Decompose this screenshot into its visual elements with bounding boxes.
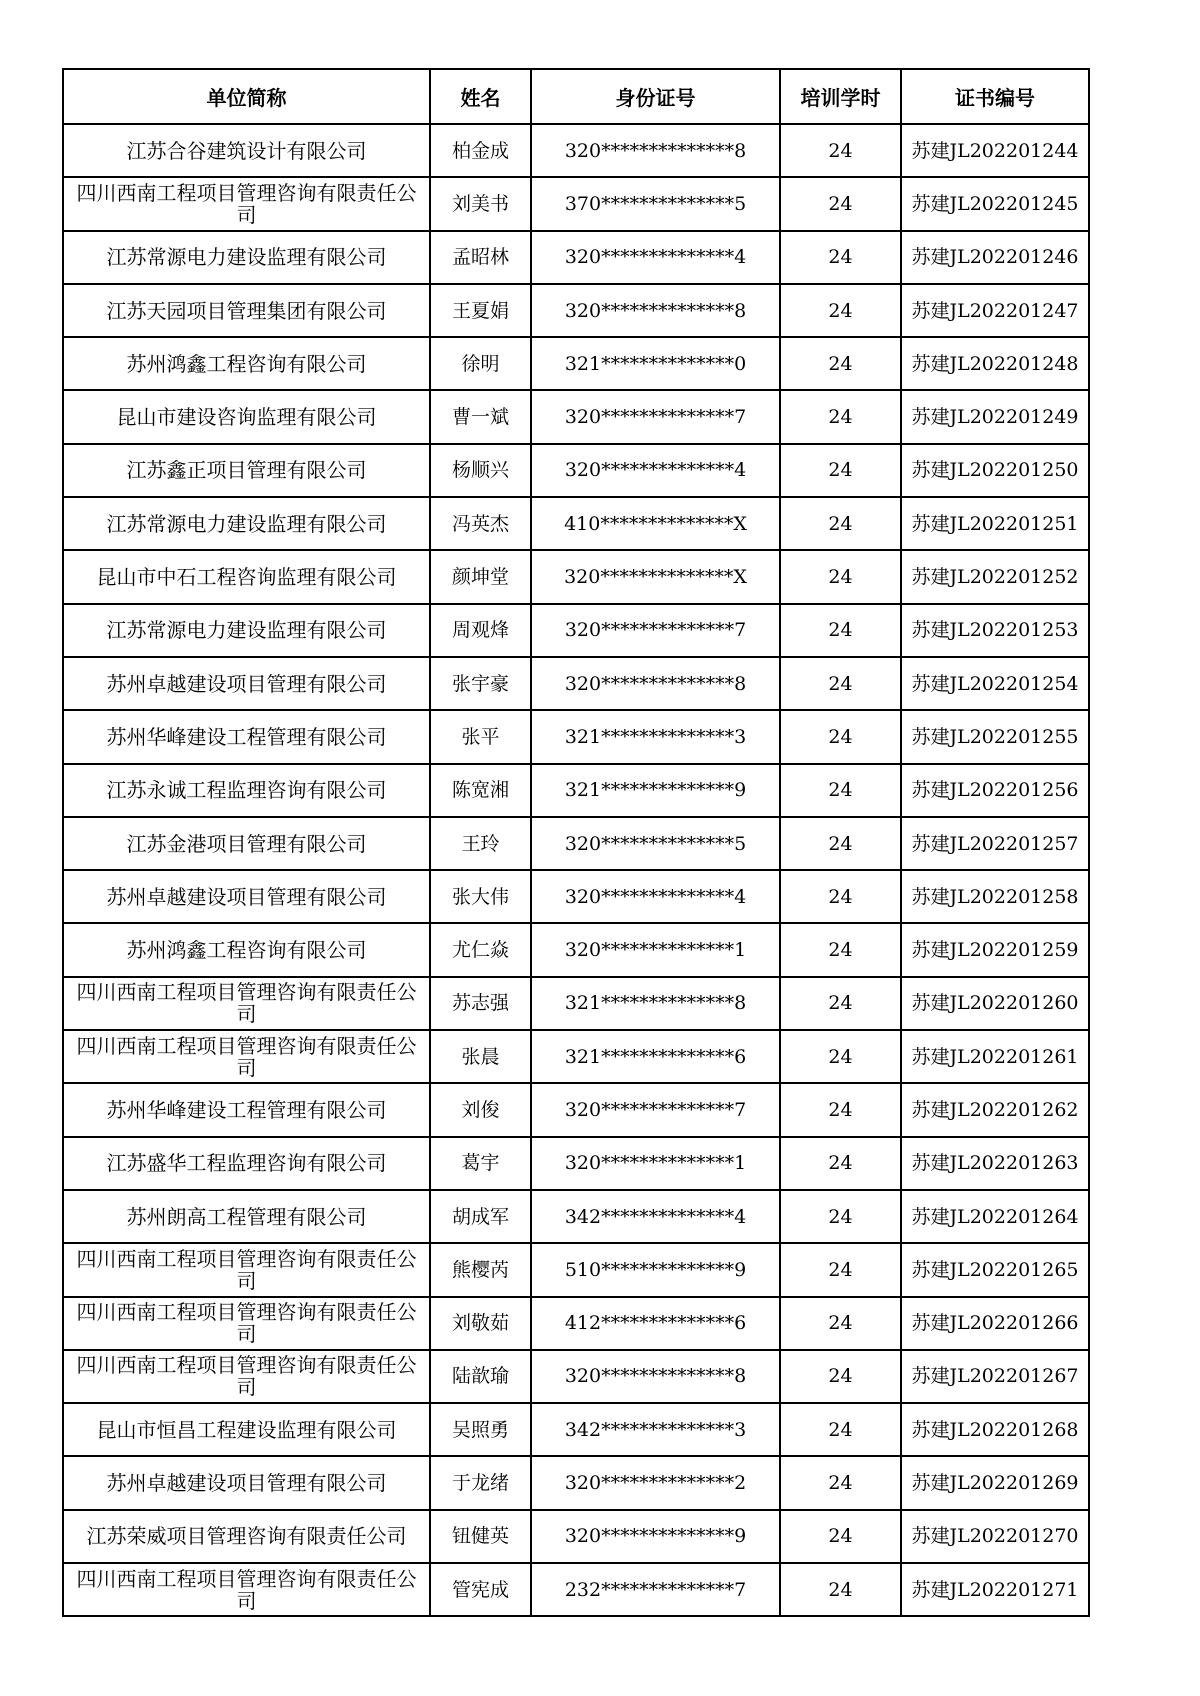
name-cell: 刘敬茹 (430, 1297, 531, 1350)
unit-cell: 苏州鸿鑫工程咨询有限公司 (63, 337, 430, 390)
name-cell: 颜坤堂 (430, 550, 531, 603)
unit-cell: 江苏永诚工程监理咨询有限公司 (63, 764, 430, 817)
id-number-cell: 320**************8 (531, 124, 780, 177)
training-roster-table (62, 68, 1090, 1617)
training-hours-cell: 24 (780, 337, 901, 390)
unit-cell: 昆山市恒昌工程建设监理有限公司 (63, 1403, 430, 1456)
training-hours-cell: 24 (780, 1350, 901, 1403)
name-cell: 杨顺兴 (430, 444, 531, 497)
name-cell: 张大伟 (430, 870, 531, 923)
training-hours-cell: 24 (780, 1190, 901, 1243)
unit-cell: 苏州鸿鑫工程咨询有限公司 (63, 923, 430, 976)
id-number-cell: 320**************1 (531, 1137, 780, 1190)
training-hours-cell: 24 (780, 657, 901, 710)
name-cell: 冯英杰 (430, 497, 531, 550)
certificate-number-cell: 苏建JL202201267 (901, 1350, 1089, 1403)
certificate-number-cell: 苏建JL202201259 (901, 923, 1089, 976)
certificate-number-cell: 苏建JL202201266 (901, 1297, 1089, 1350)
certificate-number-cell: 苏建JL202201270 (901, 1510, 1089, 1563)
certificate-number-cell: 苏建JL202201257 (901, 817, 1089, 870)
id-number-cell: 320**************8 (531, 657, 780, 710)
table-row (63, 710, 1089, 763)
table-row (63, 604, 1089, 657)
table-row (63, 1297, 1089, 1350)
name-cell: 于龙绪 (430, 1456, 531, 1509)
training-hours-cell: 24 (780, 1243, 901, 1296)
training-hours-cell: 24 (780, 764, 901, 817)
certificate-number-cell: 苏建JL202201256 (901, 764, 1089, 817)
table-row (63, 1137, 1089, 1190)
name-cell: 管宪成 (430, 1563, 531, 1616)
table-body (63, 124, 1089, 1616)
table-row (63, 1243, 1089, 1296)
name-cell: 胡成军 (430, 1190, 531, 1243)
certificate-number-cell: 苏建JL202201271 (901, 1563, 1089, 1616)
training-hours-cell: 24 (780, 870, 901, 923)
training-hours-cell: 24 (780, 1297, 901, 1350)
id-number-cell: 321**************8 (531, 977, 780, 1030)
name-cell: 尤仁焱 (430, 923, 531, 976)
table-row (63, 657, 1089, 710)
training-hours-cell: 24 (780, 1030, 901, 1083)
id-number-cell: 320**************2 (531, 1456, 780, 1509)
certificate-number-cell: 苏建JL202201252 (901, 550, 1089, 603)
unit-cell: 江苏荣威项目管理咨询有限责任公司 (63, 1510, 430, 1563)
table-row (63, 923, 1089, 976)
name-cell: 陈宽湘 (430, 764, 531, 817)
unit-cell: 江苏鑫正项目管理有限公司 (63, 444, 430, 497)
unit-cell: 四川西南工程项目管理咨询有限责任公司 (63, 1243, 430, 1296)
unit-cell: 苏州朗高工程管理有限公司 (63, 1190, 430, 1243)
certificate-number-cell: 苏建JL202201249 (901, 390, 1089, 443)
table-row (63, 764, 1089, 817)
certificate-number-cell: 苏建JL202201253 (901, 604, 1089, 657)
id-number-cell: 320**************5 (531, 817, 780, 870)
table-row (63, 177, 1089, 230)
id-number-cell: 321**************3 (531, 710, 780, 763)
name-cell: 刘俊 (430, 1083, 531, 1136)
training-hours-cell: 24 (780, 444, 901, 497)
training-hours-cell: 24 (780, 1083, 901, 1136)
training-hours-cell: 24 (780, 977, 901, 1030)
id-number-cell: 320**************4 (531, 231, 780, 284)
training-hours-cell: 24 (780, 1403, 901, 1456)
name-cell: 王玲 (430, 817, 531, 870)
table-row (63, 870, 1089, 923)
name-cell: 王夏娟 (430, 284, 531, 337)
certificate-number-cell: 苏建JL202201255 (901, 710, 1089, 763)
name-cell: 钮健英 (430, 1510, 531, 1563)
training-hours-cell: 24 (780, 124, 901, 177)
name-cell: 刘美书 (430, 177, 531, 230)
certificate-number-cell: 苏建JL202201263 (901, 1137, 1089, 1190)
certificate-number-cell: 苏建JL202201262 (901, 1083, 1089, 1136)
table-row (63, 337, 1089, 390)
name-cell: 徐明 (430, 337, 531, 390)
id-number-cell: 510**************9 (531, 1243, 780, 1296)
id-number-cell: 321**************9 (531, 764, 780, 817)
certificate-number-cell: 苏建JL202201251 (901, 497, 1089, 550)
table-row (63, 390, 1089, 443)
unit-cell: 江苏常源电力建设监理有限公司 (63, 231, 430, 284)
name-cell: 吴照勇 (430, 1403, 531, 1456)
id-number-cell: 342**************3 (531, 1403, 780, 1456)
unit-cell: 苏州卓越建设项目管理有限公司 (63, 657, 430, 710)
unit-cell: 苏州华峰建设工程管理有限公司 (63, 710, 430, 763)
certificate-number-cell: 苏建JL202201244 (901, 124, 1089, 177)
certificate-number-cell: 苏建JL202201258 (901, 870, 1089, 923)
id-number-cell: 320**************4 (531, 870, 780, 923)
id-number-cell: 412**************6 (531, 1297, 780, 1350)
id-number-cell: 320**************7 (531, 1083, 780, 1136)
id-number-cell: 320**************7 (531, 390, 780, 443)
unit-cell: 江苏盛华工程监理咨询有限公司 (63, 1137, 430, 1190)
header-certificate-number: 证书编号 (901, 69, 1089, 124)
unit-cell: 苏州卓越建设项目管理有限公司 (63, 1456, 430, 1509)
name-cell: 葛宇 (430, 1137, 531, 1190)
certificate-number-cell: 苏建JL202201264 (901, 1190, 1089, 1243)
table-row (63, 977, 1089, 1030)
name-cell: 张宇豪 (430, 657, 531, 710)
name-cell: 陆歆瑜 (430, 1350, 531, 1403)
certificate-number-cell: 苏建JL202201268 (901, 1403, 1089, 1456)
unit-cell: 江苏天园项目管理集团有限公司 (63, 284, 430, 337)
name-cell: 孟昭林 (430, 231, 531, 284)
unit-cell: 昆山市中石工程咨询监理有限公司 (63, 550, 430, 603)
certificate-number-cell: 苏建JL202201250 (901, 444, 1089, 497)
training-hours-cell: 24 (780, 817, 901, 870)
table-header (63, 69, 1089, 124)
id-number-cell: 410**************X (531, 497, 780, 550)
id-number-cell: 320**************8 (531, 284, 780, 337)
training-hours-cell: 24 (780, 284, 901, 337)
id-number-cell: 320**************4 (531, 444, 780, 497)
header-name: 姓名 (430, 69, 531, 124)
id-number-cell: 320**************1 (531, 923, 780, 976)
name-cell: 曹一斌 (430, 390, 531, 443)
training-hours-cell: 24 (780, 231, 901, 284)
unit-cell: 四川西南工程项目管理咨询有限责任公司 (63, 1297, 430, 1350)
table-row (63, 1350, 1089, 1403)
name-cell: 熊樱芮 (430, 1243, 531, 1296)
unit-cell: 苏州卓越建设项目管理有限公司 (63, 870, 430, 923)
unit-cell: 四川西南工程项目管理咨询有限责任公司 (63, 1030, 430, 1083)
training-hours-cell: 24 (780, 550, 901, 603)
unit-cell: 江苏合谷建筑设计有限公司 (63, 124, 430, 177)
certificate-number-cell: 苏建JL202201246 (901, 231, 1089, 284)
training-hours-cell: 24 (780, 177, 901, 230)
table-row (63, 1190, 1089, 1243)
id-number-cell: 320**************9 (531, 1510, 780, 1563)
unit-cell: 四川西南工程项目管理咨询有限责任公司 (63, 1350, 430, 1403)
name-cell: 周观烽 (430, 604, 531, 657)
table-row (63, 1563, 1089, 1616)
certificate-number-cell: 苏建JL202201254 (901, 657, 1089, 710)
header-unit: 单位简称 (63, 69, 430, 124)
header-row (63, 69, 1089, 124)
training-hours-cell: 24 (780, 1456, 901, 1509)
table-row (63, 284, 1089, 337)
unit-cell: 苏州华峰建设工程管理有限公司 (63, 1083, 430, 1136)
training-hours-cell: 24 (780, 710, 901, 763)
unit-cell: 四川西南工程项目管理咨询有限责任公司 (63, 177, 430, 230)
certificate-number-cell: 苏建JL202201247 (901, 284, 1089, 337)
training-hours-cell: 24 (780, 1137, 901, 1190)
id-number-cell: 342**************4 (531, 1190, 780, 1243)
id-number-cell: 321**************6 (531, 1030, 780, 1083)
table-row (63, 231, 1089, 284)
training-hours-cell: 24 (780, 604, 901, 657)
table-row (63, 444, 1089, 497)
certificate-number-cell: 苏建JL202201245 (901, 177, 1089, 230)
header-training-hours: 培训学时 (780, 69, 901, 124)
table-row (63, 817, 1089, 870)
table-row (63, 497, 1089, 550)
name-cell: 柏金成 (430, 124, 531, 177)
table-row (63, 550, 1089, 603)
table-row (63, 1403, 1089, 1456)
id-number-cell: 320**************8 (531, 1350, 780, 1403)
unit-cell: 江苏常源电力建设监理有限公司 (63, 604, 430, 657)
certificate-number-cell: 苏建JL202201260 (901, 977, 1089, 1030)
header-id-number: 身份证号 (531, 69, 780, 124)
id-number-cell: 320**************7 (531, 604, 780, 657)
id-number-cell: 321**************0 (531, 337, 780, 390)
table-row (63, 1510, 1089, 1563)
certificate-number-cell: 苏建JL202201248 (901, 337, 1089, 390)
unit-cell: 四川西南工程项目管理咨询有限责任公司 (63, 977, 430, 1030)
table-row (63, 124, 1089, 177)
id-number-cell: 320**************X (531, 550, 780, 603)
training-hours-cell: 24 (780, 390, 901, 443)
training-hours-cell: 24 (780, 497, 901, 550)
table-row (63, 1083, 1089, 1136)
training-hours-cell: 24 (780, 923, 901, 976)
unit-cell: 昆山市建设咨询监理有限公司 (63, 390, 430, 443)
certificate-number-cell: 苏建JL202201265 (901, 1243, 1089, 1296)
certificate-number-cell: 苏建JL202201261 (901, 1030, 1089, 1083)
id-number-cell: 232**************7 (531, 1563, 780, 1616)
training-hours-cell: 24 (780, 1510, 901, 1563)
name-cell: 张晨 (430, 1030, 531, 1083)
unit-cell: 江苏金港项目管理有限公司 (63, 817, 430, 870)
name-cell: 苏志强 (430, 977, 531, 1030)
name-cell: 张平 (430, 710, 531, 763)
id-number-cell: 370**************5 (531, 177, 780, 230)
unit-cell: 四川西南工程项目管理咨询有限责任公司 (63, 1563, 430, 1616)
table-row (63, 1030, 1089, 1083)
training-hours-cell: 24 (780, 1563, 901, 1616)
table-row (63, 1456, 1089, 1509)
certificate-number-cell: 苏建JL202201269 (901, 1456, 1089, 1509)
unit-cell: 江苏常源电力建设监理有限公司 (63, 497, 430, 550)
